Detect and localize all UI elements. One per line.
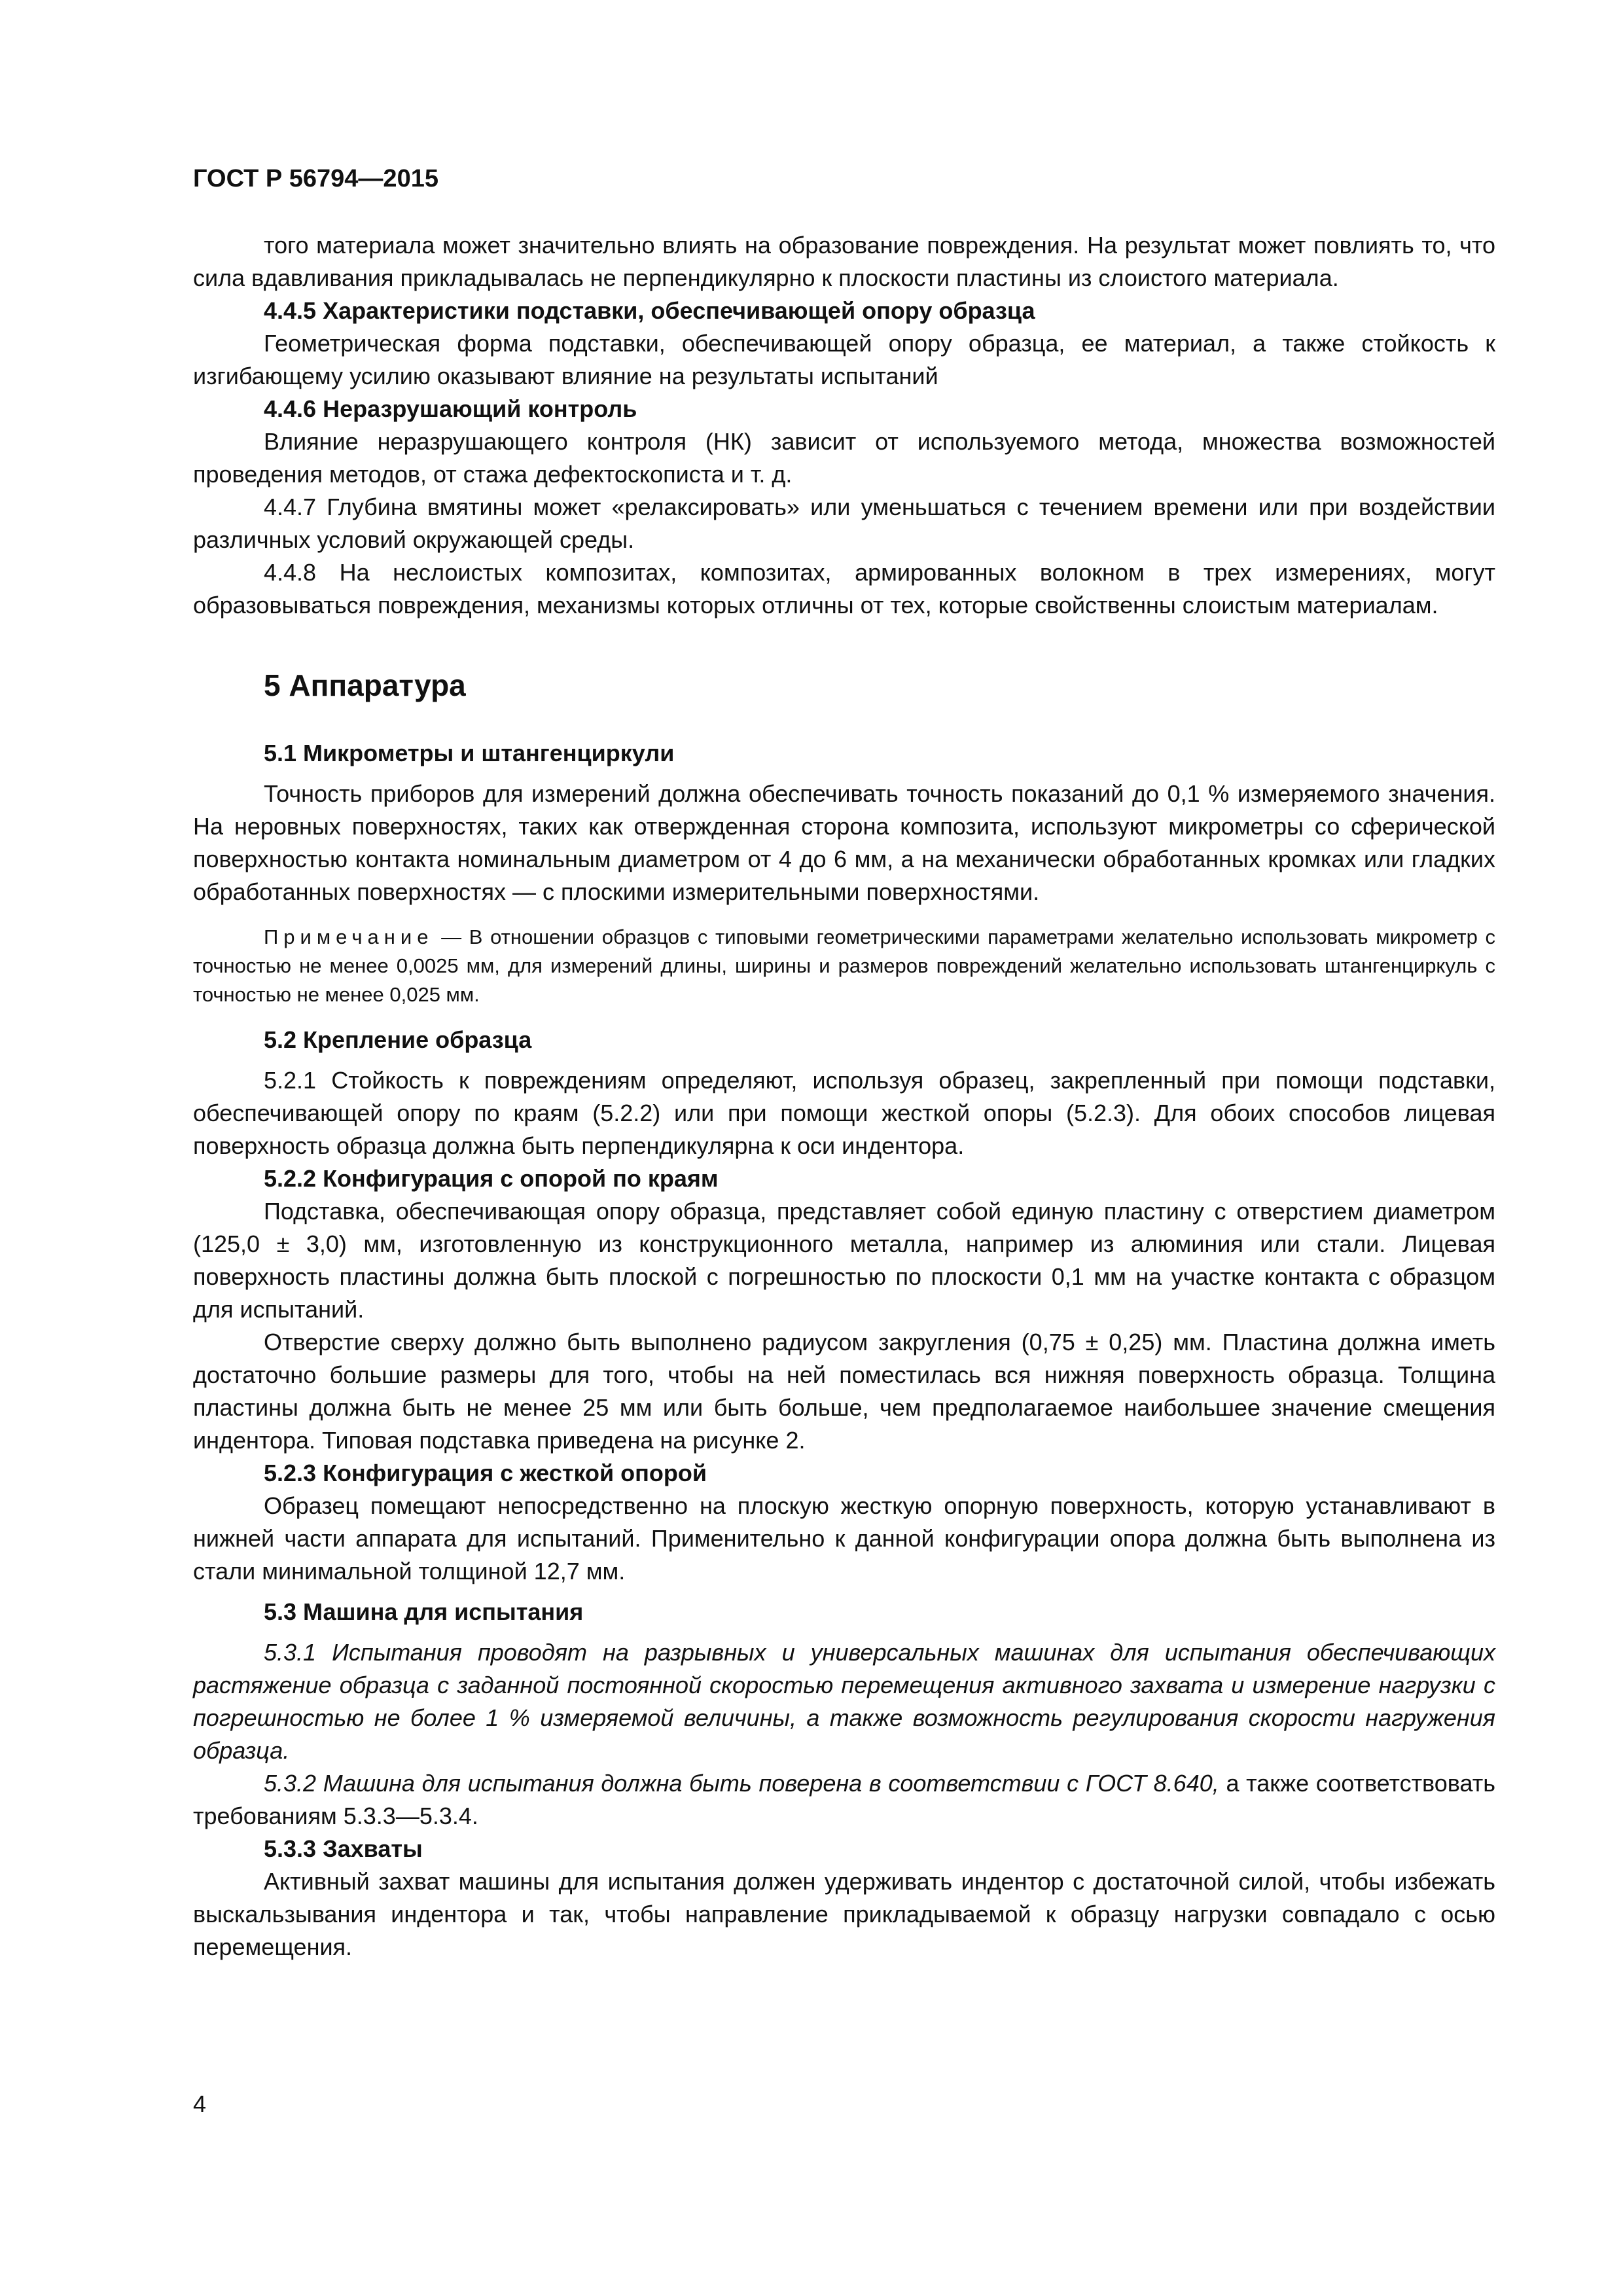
- subsection-heading-5-1: 5.1 Микрометры и штангенциркули: [264, 740, 675, 766]
- paragraph: 5.2.1 Стойкость к повреждениям определяют, используя образец, закрепленный при помощи подставки, обеспечивающей опору по краям (5.2.2) или при помощи жесткой опоры (5.2.3). Для обоих способов лицевая поверхность образца должна быть перпендикулярна к оси индентора.: [193, 1067, 1495, 1159]
- subsection-heading-5-2: 5.2 Крепление образца: [264, 1026, 532, 1053]
- note-text: — В отношении образцов с типовыми геометрическими параметрами желательно использовать микрометр с точностью не менее 0,0025 мм, для измерений длины, ширины и размеров повреждений желательно использовать штангенциркуль с точностью не менее 0,025 мм.: [193, 925, 1495, 1006]
- document-header: ГОСТ Р 56794—2015: [193, 165, 438, 192]
- paragraph: [193, 1767, 1495, 1833]
- paragraph: Влияние неразрушающего контроля (НК) зависит от используемого метода, множества возможностей проведения методов, от стажа дефектоскописта и т. д.: [193, 428, 1495, 488]
- section-heading-5: 5 Аппаратура: [264, 668, 466, 702]
- paragraph: Точность приборов для измерений должна обеспечивать точность показаний до 0,1 % измеряемого значения. На неровных поверхностях, таких как отвержденная сторона композита, используют микрометры со сферической поверхностью контакта номинальным диаметром от 4 до 6 мм, а на механически обработанных кромках или гладких обработанных поверхностях — с плоскими измерительными поверхностями.: [193, 780, 1495, 905]
- paragraph-regular-part: а также соответствовать требованиям 5.3.3—5.3.4.: [193, 1770, 1495, 1829]
- paragraph: Активный захват машины для испытания должен удерживать индентор с достаточной силой, чтобы избежать выскальзывания индентора и так, чтобы направление прикладываемой к образцу нагрузки совпадало с осью перемещения.: [193, 1868, 1495, 1960]
- subsection-heading-5-2-3: 5.2.3 Конфигурация с жесткой опорой: [264, 1460, 707, 1486]
- paragraph: Геометрическая форма подставки, обеспечивающей опору образца, ее материал, а также стойкость к изгибающему усилию оказывают влияние на результаты испытаний: [193, 330, 1495, 389]
- paragraph: 4.4.7 Глубина вмятины может «релаксировать» или уменьшаться с течением времени или при воздействии различных условий окружающей среды.: [193, 493, 1495, 553]
- document-body: [193, 229, 1495, 1964]
- note: [193, 923, 1495, 1009]
- paragraph: 5.3.1 Испытания проводят на разрывных и универсальных машинах для испытания обеспечивающих растяжение образца с заданной постоянной скоростью перемещения активного захвата и измерение нагрузки с погрешностью не более 1 % измеряемой величины, а также возможность регулирования скорости нагружения образца.: [193, 1639, 1495, 1764]
- paragraph-italic-part: 5.3.2 Машина для испытания должна быть поверена в соответствии с ГОСТ 8.640,: [264, 1770, 1219, 1797]
- note-label: Примечание: [264, 925, 434, 948]
- paragraph: Подставка, обеспечивающая опору образца, представляет собой единую пластину с отверстием диаметром (125,0 ± 3,0) мм, изготовленную из конструкционного металла, например из алюминия или стали. Лицевая поверхность пластины должна быть плоской с погрешностью по плоскости 0,1 мм на участке контакта с образцом для испытаний.: [193, 1198, 1495, 1323]
- paragraph: Отверстие сверху должно быть выполнено радиусом закругления (0,75 ± 0,25) мм. Пластина должна иметь достаточно большие размеры для того, чтобы на ней поместилась вся нижняя поверхность образца. Толщина пластины должна быть не менее 25 мм или быть больше, чем предполагаемое наибольшее значение смещения индентора. Типовая подставка приведена на рисунке 2.: [193, 1329, 1495, 1454]
- paragraph: того материала может значительно влиять на образование повреждения. На результат может повлиять то, что сила вдавливания прикладывалась не перпендикулярно к плоскости пластины из слоистого материала.: [193, 232, 1495, 291]
- page-number: 4: [193, 2090, 207, 2117]
- paragraph: Образец помещают непосредственно на плоскую жесткую опорную поверхность, которую устанавливают в нижней части аппарата для испытаний. Применительно к данной конфигурации опора должна быть выполнена из стали минимальной толщиной 12,7 мм.: [193, 1492, 1495, 1585]
- subsection-heading-5-3-3: 5.3.3 Захваты: [264, 1835, 423, 1862]
- subsection-heading-5-3: 5.3 Машина для испытания: [264, 1598, 584, 1625]
- subsection-heading-4-4-5: 4.4.5 Характеристики подставки, обеспечивающей опору образца: [264, 297, 1035, 324]
- subsection-heading-4-4-6: 4.4.6 Неразрушающий контроль: [264, 395, 637, 422]
- paragraph: 4.4.8 На неслоистых композитах, композитах, армированных волокном в трех измерениях, могут образовываться повреждения, механизмы которых отличны от тех, которые свойственны слоистым материалам.: [193, 559, 1495, 619]
- subsection-heading-5-2-2: 5.2.2 Конфигурация с опорой по краям: [264, 1165, 719, 1192]
